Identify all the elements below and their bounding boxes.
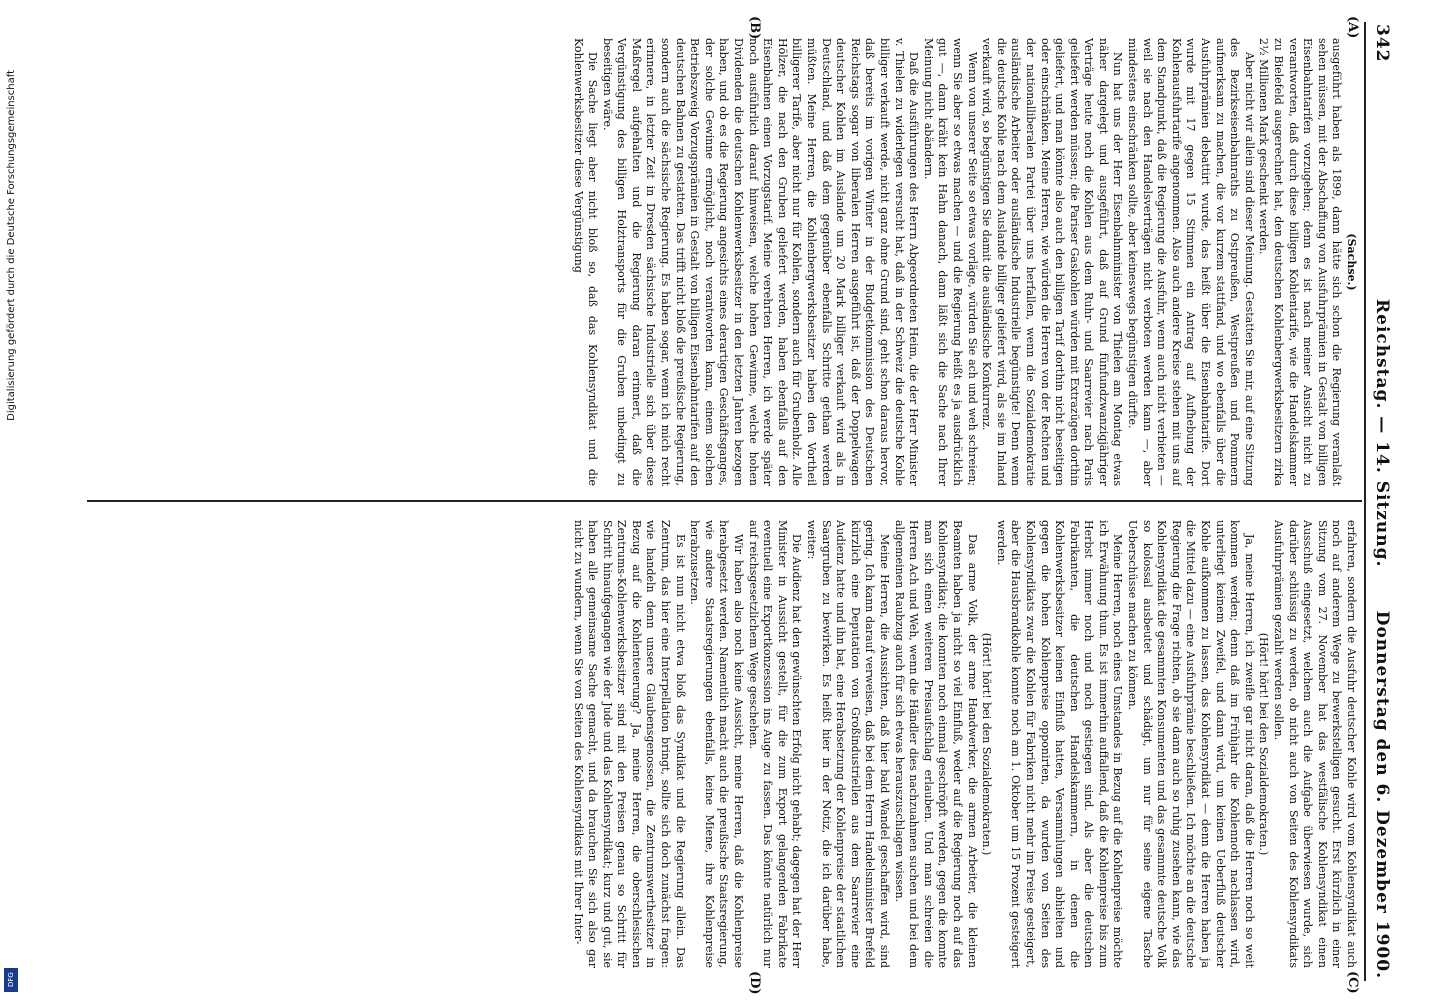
column-divider [87,500,1362,502]
dfg-logo: DFG [4,968,18,992]
page-date: Donnerstag den 6. Dezember 1900. [1372,610,1392,979]
paragraph: ausgeführt haben als 1899, dann hätte sich schon die Regierung veranlaßt sehen müssen, mit der Abschaffung von Ausfuhrprämien in Gestalt von billigen Eisenbahntarifen vorzugehen; denn es ist nach meiner Ansicht nicht zu verantworten, daß durch diese billigen Kohlentarife, wie die Handelskammer zu Bielefeld ausgerechnet hat, den deutschen Kohlenbergwerksbesitzern zirka 2½ Millionen Mark geschenkt werden. [1257,38,1344,486]
paragraph: Meine Herren, noch eines Umstandes in Bezug auf die Kohlenpreise möchte ich Erwähnung thun. Es ist immerhin auffallend, daß die Kohlenpreise bis zum Herbst immer noch und noch gestiegen sind. Als aber die deutschen Fabrikanten, die deutschen Handelskammern, in denen die Kohlenwerksbesitzer keinen Einfluß hatten, Versammlungen abhielten und gegen die hohen Kohlenpreise opponirten, da wurden von Seiten des Kohlensyndikats zwar die Kohlen für Fabriken nicht mehr im Preise gesteigert, aber die Hausbrandkohle konnte noch am 1. Oktober um 15 Prozent gesteigert werden. [994,520,1125,968]
paragraph: Daß die Ausführungen des Herrn Abgeordneten Heim, die der Herr Minister v. Thielen zu widerlegen versucht hat, daß in der Schweiz die deutsche Kohle billiger verkauft werde, nicht ganz ohne Grund sind, geht schon daraus hervor, daß bereits im vorigen Winter in der Budgetkommission des Deutschen Reichstags sogar von liberalen Herren ausgeführt ist, daß der Doppelwagen deutscher Kohlen im Auslande um 20 Mark billiger verkauft wird als in Deutschland, und daß dem gegenüber ebenfalls Schritte gethan werden müßten. Meine Herren, die Kohlenbergwerksbesitzer haben den Vortheil billigerer Tarife, aber nicht nur für Kohlen, sondern auch für Grubenholz. Alle Hölzer, die nach den Gruben geliefert werden, haben ebenfalls auf den Eisenbahnen einen Vorzugstarif. Meine verehrten Herren, ich werde später noch ausführlich darauf hinweisen, welche hohen Gewinne, welche hohen Dividenden die deutschen Kohlenwerksbesitzer in den letzten Jahren bezogen haben, und ob es die Regierung angesichts eines derartigen Geschäftsganges, der solche Gewinne ermöglicht, noch verantworten kann, einem solchen Betriebszweig Vorzugsprämien in Gestalt von billigen Eisenbahntarifen auf den deutschen Bahnen zu gestatten. Das trifft nicht bloß die preußische Regierung, sondern auch die sächsische Regierung. Es haben sogar, wenn ich mich recht erinnere, in letzter Zeit in Dresden sächsische Industrielle sich über diese Maßregel aufgehalten und die Regierung daran erinnert, daß die Vergünstigung des billigen Holztransports für die Gruben unbedingt zu beseitigen wäre. [600,38,921,486]
speaker-label: (Sachse.) [1345,233,1358,291]
page-number: 342 [1372,24,1392,63]
margin-letter-c: (C) [1345,971,1360,994]
paragraph: Die Sache liegt aber nicht bloß so, daß das Kohlensyndikat und die Kohlenwerksbesitzer diese Vergünstigung [571,38,600,486]
paragraph: erfahren, sondern die Ausfuhr deutscher Kohle wird vom Kohlensyndikat auch noch auf anderem Wege zu bewerkstelligen gesucht. Erst kürzlich in einer Sitzung vom 27. November hat das westfälische Kohlensyndikat einen Ausschuß eingesetzt, welchem auch die Aufgabe überwiesen wurde, sich darüber schlüssig zu werden, ob nicht auch von Seiten des Kohlensyndikats Ausfuhrprämien gezahlt werden sollen. [1272,520,1358,968]
paragraph: Ja, meine Herren, ich zweifle gar nicht daran, daß die Herren noch so weit kommen werden; denn daß im Frühjahr die Kohlennoth nachlassen wird, unterliegt keinem Zweifel, und dann wird, um keinen Ueberfluß deutscher Kohle aufkommen zu lassen, das Kohlensyndikat — denn die Herren haben ja die Mittel dazu — eine Ausfuhrprämie beschließen. Ich möchte an die deutsche Regierung die Frage richten, ob sie dann auch so ruhig zusehen kann, wie das Kohlensyndikat die gesammten Konsumenten und das gesammte deutsche Volk so kolossal ausbeutet und schädigt, um nur für seine eigene Tasche Ueberschüsse machen zu können. [1126,520,1256,968]
digitization-credit: Digitalisierung gefördert durch die Deutsche Forschungsgemeinschaft [6,70,17,421]
paragraph: Wir haben also noch keine Aussicht, meine Herren, daß die Kohlenpreise herabgesetzt werden. Namentlich macht auch die preußische Staatsregierung, wie andere Staatsregierungen ebenfalls, keine Miene, ihre Kohlenpreise herabzusetzen. [688,520,746,968]
page-title: Reichstag. — 14. Sitzung. [1372,299,1392,568]
margin-letter-a: (A) [1345,16,1360,39]
paragraph: Das arme Volk, der arme Handwerker, die armen Arbeiter, die kleinen Beamten haben ja nicht so viel Einfluß, weder auf die Regierung noch auf das Kohlensyndikat; die konnten noch einmal geschröpft werden, gegen die konnte man sich einen weiteren Preisaufschlag erlauben. Und man schreien die Herren Ach und Weh, wenn die Händler dies nachzuahmen suchen und bei dem allgemeinen Raubzug auch für sich etwas herauszuschlagen wissen. [892,520,979,968]
paragraph: Aber nicht wir allein sind dieser Meinung. Gestatten Sie mir, auf eine Sitzung des Bezirkseisenbahnraths zu Ostpreußen, Westpreußen und Pommern aufmerksam zu machen, die vor kurzem stattfand, und wo ebenfalls über die Ausfuhrprämien debattirt wurde, das heißt über die Eisenbahntarife. Dort wurde mit 17 gegen 15 Stimmen ein Antrag auf Aufhebung der Kohlenausfuhrtarife angenommen. Also auch andere Kreise stehen mit uns auf dem Standpunkt, daß die Regierung die Ausfuhr, wenn auch nicht verbieten — weil sie nach den Handelsverträgen nicht verboten werden kann —, aber mindestens einschränken sollte, aber keineswegs begünstigen dürfte. [1126,38,1256,486]
paragraph: Nun hat uns der Herr Eisenbahnminister von Thielen am Montag etwas näher dargelegt und ausgeführt, daß auf Grund fünfundzwanzigjähriger Verträge heute noch die Kohlen aus dem Ruhr- und Saarrevier nach Paris geliefert werden müssen; die Pariser Gaskohlen würden mit Extrazügen dorthin geliefert, und man könnte also auch den billigen Tarif dorthin nicht beseitigen oder einschränken. Meine Herren, wie würden die Herren von der Rechten und der nationalliberalen Partei über uns herfallen, wenn die Sozialdemokratie ausländische Arbeiter oder ausländische Industrielle begünstigte! Denn wenn die deutsche Kohle nach dem Auslande billiger geliefert wird, als sie im Inland verkauft wird, so begünstigen Sie damit die ausländische Konkurrenz. [980,38,1125,486]
interjection: (Hört! hört! bei den Sozialdemokraten.) [980,632,994,856]
margin-letter-b: (B) [747,16,762,40]
quotation: Die Audienz hat den gewünschten Erfolg nicht gehabt; dagegen hat der Herr Minister in Aussicht gestellt, für die zum Export gelangenden Fabrikate eventuell eine Exportkonzession ins Auge zu fassen. Das könnte natürlich nur auf reichsgesetzlichem Wege geschehen. [746,520,804,968]
paragraph: Meine Herren, die Aussichten, daß hier bald Wandel geschaffen wird, sind gering. Ich kann darauf verweisen, daß bei dem Herrn Handelsminister Brefeld kürzlich eine Deputation von Großindustriellen aus dem Saarrevier eine Audienz hatte und ihn bat, eine Herabsetzung der Kohlenpreise der staatlichen Saargruben zu bewirken. Es heißt hier in der Notiz, die ich darüber habe, weiter: [805,520,891,968]
paragraph: Es ist nun nicht etwa bloß das Syndikat und die Regierung allein. Das Zentrum, das hier eine Interpellation bringt, sollte sich doch zunächst fragen: wie handeln denn unsere Glaubensgenossen, die Zentrumswerthesitzer in Bezug auf die Kohlenteuerung? Ja, meine Herren, die oberschlesischen Zentrums-Kohlenwerksbesitzer sind mit den Preisen genau so Schritt für Schritt hinaufgegangen wie der Jude und das Kohlensyndikat; kurz und gut, sie haben alle gemeinsame Sache gemacht, und da brauchen Sie sich also gar nicht zu wundern, wenn Sie von Seiten des Kohlensyndikats mit Ihrer Inter- [571,520,687,968]
rotated-page [79,14,1404,995]
header-rule [1364,22,1366,981]
paragraph: Wenn von unserer Seite so etwas vorläge, würden Sie ach und weh schreien; wenn Sie aber so etwas machen — und die Regierung heißt es ja ausdrücklich gut —, dann kräht kein Hahn danach, dann läßt sich die Sache nach Ihrer Meinung nicht abändern. [921,38,979,486]
margin-letter-d: (D) [747,971,762,995]
left-column [87,38,1358,486]
right-column [87,520,1358,968]
interjection: (Hört! hört! bei den Sozialdemokraten.) [1257,632,1271,856]
